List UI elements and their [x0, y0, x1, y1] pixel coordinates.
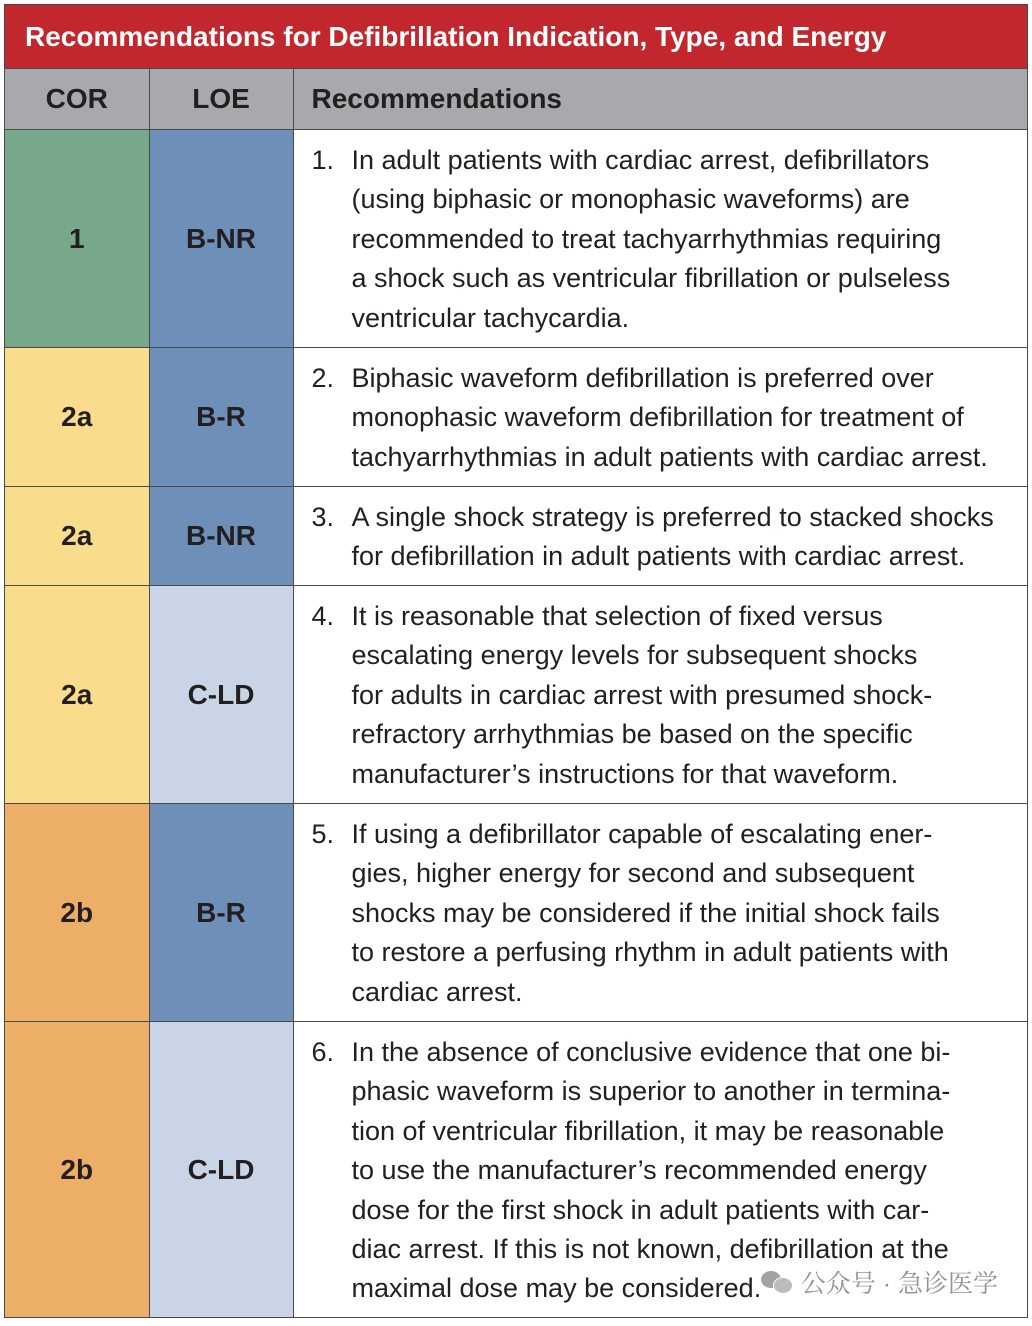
recommendation-line: monophasic waveform defibrillation for treatment of — [351, 402, 964, 433]
table-row — [5, 348, 1027, 487]
recommendation-line: tion of ventricular fibrillation, it may be reasonable — [351, 1115, 945, 1146]
recommendation-line: shocks may be considered if the initial shock fails — [351, 897, 940, 928]
recommendation-line: ventricular tachycardia. — [351, 302, 630, 333]
table-row — [5, 804, 1027, 1022]
loe-cell: B-R — [149, 348, 293, 487]
recommendation-line: recommended to treat tachyarrhythmias requiring — [351, 223, 942, 254]
loe-cell: B-NR — [149, 130, 293, 348]
recommendations-table — [5, 68, 1027, 1318]
header-recommendations: Recommendations — [293, 69, 1027, 130]
header-row — [5, 69, 1027, 130]
recommendation-cell — [293, 804, 1027, 1022]
recommendation-line: escalating energy levels for subsequent shocks — [351, 640, 918, 671]
recommendation-cell — [293, 586, 1027, 804]
recommendation-line: In adult patients with cardiac arrest, defibrillators — [351, 145, 930, 175]
header-cor: COR — [5, 69, 149, 130]
wechat-icon — [761, 1269, 793, 1295]
recommendation-number: 5. — [311, 819, 335, 849]
recommendation-number: 3. — [311, 502, 335, 532]
recommendation-line: A single shock strategy is preferred to stacked shocks — [351, 502, 994, 532]
recommendation-line: If using a defibrillator capable of escalating ener- — [351, 819, 933, 849]
table-row — [5, 130, 1027, 348]
cor-cell: 1 — [5, 130, 149, 348]
recommendation-line: refractory arrhythmias be based on the specific — [351, 719, 913, 750]
loe-cell: C-LD — [149, 586, 293, 804]
recommendation-text — [352, 141, 1012, 338]
recommendation-line: In the absence of conclusive evidence that one bi- — [351, 1037, 951, 1067]
loe-cell: B-NR — [149, 487, 293, 586]
recommendation-line: Biphasic waveform defibrillation is preferred over — [351, 363, 934, 393]
recommendation-line: It is reasonable that selection of fixed versus — [351, 601, 883, 631]
cor-cell: 2b — [5, 1022, 149, 1319]
cor-cell: 2a — [5, 487, 149, 586]
recommendation-line: gies, higher energy for second and subsequent — [351, 858, 915, 889]
loe-cell: B-R — [149, 804, 293, 1022]
table-title: Recommendations for Defibrillation Indication, Type, and Energy — [5, 5, 1027, 68]
watermark — [761, 1264, 998, 1300]
recommendation-line: phasic waveform is superior to another in termina- — [351, 1076, 951, 1107]
recommendation-line: for defibrillation in adult patients with cardiac arrest. — [351, 541, 966, 572]
recommendation-number: 4. — [311, 601, 335, 631]
recommendation-number: 6. — [311, 1037, 335, 1067]
table-row — [5, 586, 1027, 804]
recommendation-line: for adults in cardiac arrest with presumed shock- — [351, 679, 933, 710]
recommendation-cell — [293, 130, 1027, 348]
cor-cell: 2b — [5, 804, 149, 1022]
header-loe: LOE — [149, 69, 293, 130]
cor-cell: 2a — [5, 348, 149, 487]
watermark-text: 公众号 · 急诊医学 — [800, 1270, 998, 1298]
recommendation-line: maximal dose may be considered. — [351, 1273, 762, 1304]
recommendation-number: 1. — [311, 145, 335, 175]
recommendation-line: diac arrest. If this is not known, defibrillation at the — [351, 1234, 949, 1265]
recommendation-line: a shock such as ventricular fibrillation or pulseless — [351, 263, 951, 294]
recommendation-number: 2. — [311, 363, 335, 393]
table-row — [5, 487, 1027, 586]
recommendation-line: to restore a perfusing rhythm in adult patients with — [351, 937, 949, 968]
recommendation-line: to use the manufacturer’s recommended energy — [351, 1155, 927, 1186]
loe-cell: C-LD — [149, 1022, 293, 1319]
recommendation-line: tachyarrhythmias in adult patients with cardiac arrest. — [351, 441, 988, 472]
recommendation-line: cardiac arrest. — [351, 976, 523, 1007]
cor-cell: 2a — [5, 586, 149, 804]
recommendation-text — [352, 815, 1012, 1012]
recommendation-line: dose for the first shock in adult patients with car- — [351, 1194, 930, 1225]
recommendation-line: manufacturer’s instructions for that waveform. — [351, 758, 899, 789]
recommendation-text — [352, 498, 1012, 577]
recommendation-cell — [293, 348, 1027, 487]
recommendation-text — [352, 359, 1012, 477]
recommendation-text — [352, 597, 1012, 794]
recommendation-line: (using biphasic or monophasic waveforms) are — [351, 184, 910, 215]
recommendation-cell — [293, 487, 1027, 586]
recommendations-panel — [4, 4, 1028, 1318]
